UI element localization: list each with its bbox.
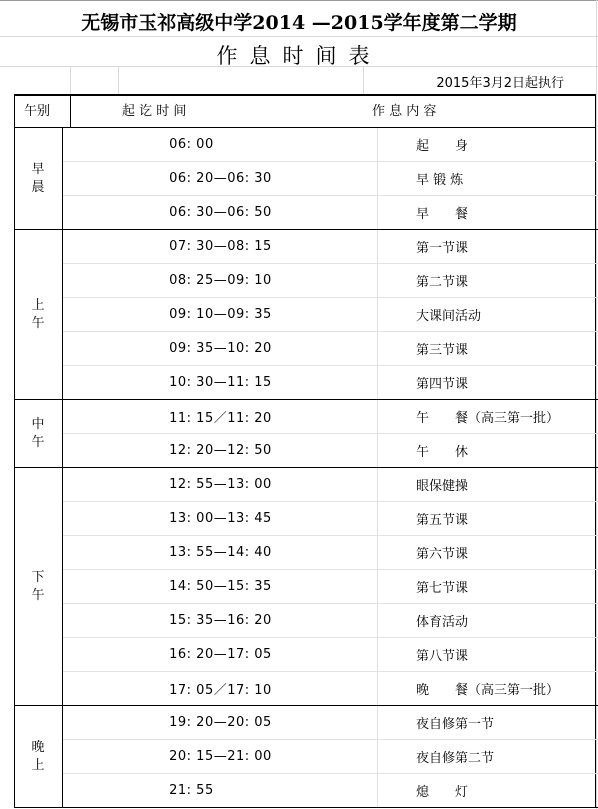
activity-cell: 第二节课 xyxy=(416,264,598,298)
grid-col-c xyxy=(363,66,364,94)
time-cell: 13: 55—14: 40 xyxy=(63,536,378,570)
activity-cell: 大课间活动 xyxy=(416,298,598,332)
effective-date: 2015年3月2日起执行 xyxy=(436,76,564,91)
activity-cell: 起 身 xyxy=(416,128,598,162)
schedule-row xyxy=(14,536,598,570)
spacer-cell xyxy=(378,468,416,502)
activity-cell: 晚 餐（高三第一批） xyxy=(416,672,598,706)
spacer-cell xyxy=(378,128,416,162)
page-title: 无锡市玉祁高级中学2014 —2015学年度第二学期 xyxy=(81,12,517,34)
activity-cell: 第八节课 xyxy=(416,638,598,672)
schedule-row xyxy=(14,332,598,366)
schedule-row xyxy=(14,706,598,740)
activity-cell: 第五节课 xyxy=(416,502,598,536)
time-cell: 09: 10—09: 35 xyxy=(63,298,378,332)
time-cell: 21: 55 xyxy=(63,774,378,808)
period-cell: 晚 上 xyxy=(14,706,63,808)
schedule-row xyxy=(14,740,598,774)
spacer-cell xyxy=(378,332,416,366)
schedule-row xyxy=(14,638,598,672)
schedule-table xyxy=(14,128,598,808)
spacer-cell xyxy=(378,774,416,808)
time-cell: 06: 30—06: 50 xyxy=(63,196,378,230)
activity-cell: 早 餐 xyxy=(416,196,598,230)
spacer-cell xyxy=(378,604,416,638)
schedule-row xyxy=(14,434,598,468)
table-top-border xyxy=(14,94,596,96)
activity-cell: 第三节课 xyxy=(416,332,598,366)
header-divider xyxy=(70,96,71,127)
activity-cell: 第四节课 xyxy=(416,366,598,400)
time-cell: 10: 30—11: 15 xyxy=(63,366,378,400)
schedule-row xyxy=(14,468,598,502)
spacer-cell xyxy=(378,672,416,706)
time-cell: 20: 15—21: 00 xyxy=(63,740,378,774)
activity-cell: 夜自修第一节 xyxy=(416,706,598,740)
activity-cell: 午 餐（高三第一批） xyxy=(416,400,598,434)
schedule-row xyxy=(14,672,598,706)
spacer-cell xyxy=(378,706,416,740)
time-cell: 06: 00 xyxy=(63,128,378,162)
spacer-cell xyxy=(378,196,416,230)
activity-cell: 熄 灯 xyxy=(416,774,598,808)
schedule-row xyxy=(14,128,598,162)
schedule-row xyxy=(14,774,598,808)
schedule-row xyxy=(14,502,598,536)
activity-cell: 第七节课 xyxy=(416,570,598,604)
time-cell: 16: 20—17: 05 xyxy=(63,638,378,672)
schedule-row xyxy=(14,400,598,434)
spacer-cell xyxy=(378,366,416,400)
activity-cell: 午 休 xyxy=(416,434,598,468)
time-cell: 11: 15／11: 20 xyxy=(63,400,378,434)
schedule-row xyxy=(14,604,598,638)
time-cell: 17: 05／17: 10 xyxy=(63,672,378,706)
spacer-cell xyxy=(378,298,416,332)
time-cell: 15: 35—16: 20 xyxy=(63,604,378,638)
schedule-row xyxy=(14,230,598,264)
period-cell: 上 午 xyxy=(14,230,63,400)
page-subtitle: 作息时间表 xyxy=(216,44,382,68)
time-cell: 19: 20—20: 05 xyxy=(63,706,378,740)
spacer-cell xyxy=(378,536,416,570)
period-cell: 中 午 xyxy=(14,400,63,468)
spacer-cell xyxy=(378,400,416,434)
activity-cell: 早 锻 炼 xyxy=(416,162,598,196)
grid-col-b xyxy=(118,66,119,94)
schedule-row xyxy=(14,196,598,230)
time-cell: 14: 50—15: 35 xyxy=(63,570,378,604)
schedule-body xyxy=(14,128,598,808)
spacer-cell xyxy=(378,230,416,264)
grid-row-1 xyxy=(0,36,598,37)
time-cell: 07: 30—08: 15 xyxy=(63,230,378,264)
spacer-cell xyxy=(378,502,416,536)
schedule-row xyxy=(14,366,598,400)
spacer-cell xyxy=(378,162,416,196)
period-cell: 下 午 xyxy=(14,468,63,706)
schedule-row xyxy=(14,298,598,332)
spacer-cell xyxy=(378,570,416,604)
header-period: 午别 xyxy=(24,104,51,119)
header-activity: 作 息 内 容 xyxy=(372,104,437,119)
header-time: 起 讫 时 间 xyxy=(122,104,187,119)
schedule-row xyxy=(14,264,598,298)
spacer-cell xyxy=(378,434,416,468)
time-cell: 12: 20—12: 50 xyxy=(63,434,378,468)
time-cell: 08: 25—09: 10 xyxy=(63,264,378,298)
spacer-cell xyxy=(378,264,416,298)
time-cell: 09: 35—10: 20 xyxy=(63,332,378,366)
activity-cell: 第六节课 xyxy=(416,536,598,570)
grid-top xyxy=(0,0,598,1)
schedule-row xyxy=(14,162,598,196)
activity-cell: 眼保健操 xyxy=(416,468,598,502)
grid-col-a xyxy=(70,66,71,94)
period-cell: 早 晨 xyxy=(14,128,63,230)
activity-cell: 第一节课 xyxy=(416,230,598,264)
time-cell: 13: 00—13: 45 xyxy=(63,502,378,536)
spacer-cell xyxy=(378,740,416,774)
activity-cell: 体育活动 xyxy=(416,604,598,638)
schedule-row xyxy=(14,570,598,604)
spacer-cell xyxy=(378,638,416,672)
time-cell: 12: 55—13: 00 xyxy=(63,468,378,502)
time-cell: 06: 20—06: 30 xyxy=(63,162,378,196)
activity-cell: 夜自修第二节 xyxy=(416,740,598,774)
